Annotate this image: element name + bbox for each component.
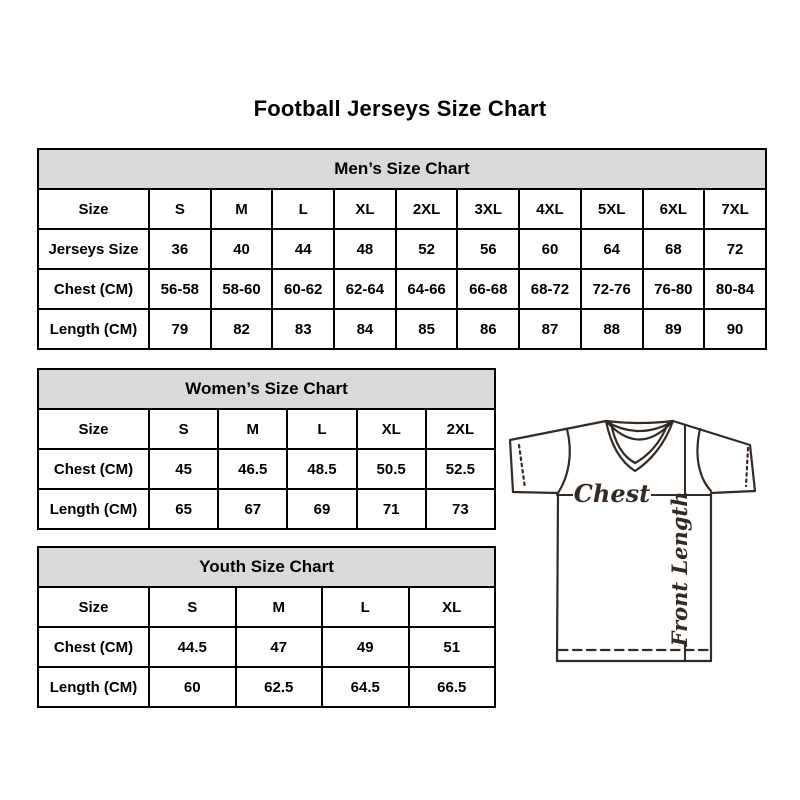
value-cell: L xyxy=(322,587,409,627)
value-cell: M xyxy=(211,189,273,229)
value-cell: 49 xyxy=(322,627,409,667)
value-cell: XL xyxy=(334,189,396,229)
value-cell: S xyxy=(149,409,218,449)
value-cell: 48 xyxy=(334,229,396,269)
value-cell: 76-80 xyxy=(643,269,705,309)
value-cell: 85 xyxy=(396,309,458,349)
chest-label: Chest xyxy=(573,479,651,508)
left-sleeve-dotted-seam xyxy=(519,445,525,488)
value-cell: M xyxy=(218,409,287,449)
right-sleeve-dotted-seam xyxy=(746,448,748,486)
value-cell: 2XL xyxy=(396,189,458,229)
value-cell: L xyxy=(287,409,356,449)
value-cell: 60 xyxy=(519,229,581,269)
table-row xyxy=(38,667,495,707)
value-cell: 90 xyxy=(704,309,766,349)
value-cell: 48.5 xyxy=(287,449,356,489)
value-cell: 62-64 xyxy=(334,269,396,309)
value-cell: XL xyxy=(357,409,426,449)
row-label-cell: Length (CM) xyxy=(38,489,149,529)
row-label-cell: Chest (CM) xyxy=(38,449,149,489)
value-cell: 80-84 xyxy=(704,269,766,309)
table-row xyxy=(38,409,495,449)
value-cell: 64-66 xyxy=(396,269,458,309)
value-cell: 51 xyxy=(409,627,496,667)
table-row xyxy=(38,587,495,627)
value-cell: 52.5 xyxy=(426,449,495,489)
value-cell: 50.5 xyxy=(357,449,426,489)
value-cell: 86 xyxy=(457,309,519,349)
table-row xyxy=(38,309,766,349)
value-cell: 68 xyxy=(643,229,705,269)
jersey-right-armhole-seam xyxy=(697,429,711,491)
value-cell: XL xyxy=(409,587,496,627)
row-label-cell: Length (CM) xyxy=(38,667,149,707)
value-cell: 44.5 xyxy=(149,627,236,667)
table-title: Women’s Size Chart xyxy=(38,369,495,409)
jersey-neck-back-line xyxy=(606,421,673,423)
value-cell: 36 xyxy=(149,229,211,269)
value-cell: 62.5 xyxy=(236,667,323,707)
value-cell: 84 xyxy=(334,309,396,349)
value-cell: 46.5 xyxy=(218,449,287,489)
value-cell: 52 xyxy=(396,229,458,269)
value-cell: 3XL xyxy=(457,189,519,229)
value-cell: 88 xyxy=(581,309,643,349)
value-cell: 89 xyxy=(643,309,705,349)
value-cell: 66-68 xyxy=(457,269,519,309)
value-cell: 64 xyxy=(581,229,643,269)
value-cell: 87 xyxy=(519,309,581,349)
table-row xyxy=(38,189,766,229)
table-row xyxy=(38,489,495,529)
value-cell: 71 xyxy=(357,489,426,529)
value-cell: M xyxy=(236,587,323,627)
value-cell: 7XL xyxy=(704,189,766,229)
value-cell: 60 xyxy=(149,667,236,707)
table-header-row xyxy=(38,149,766,189)
value-cell: 72-76 xyxy=(581,269,643,309)
jersey-left-armhole-seam xyxy=(558,429,570,493)
value-cell: 60-62 xyxy=(272,269,334,309)
row-label-cell: Size xyxy=(38,587,149,627)
value-cell: 58-60 xyxy=(211,269,273,309)
value-cell: 73 xyxy=(426,489,495,529)
table-row xyxy=(38,627,495,667)
jersey-outline xyxy=(510,421,755,661)
value-cell: 47 xyxy=(236,627,323,667)
value-cell: 56 xyxy=(457,229,519,269)
row-label-cell: Size xyxy=(38,409,149,449)
value-cell: 2XL xyxy=(426,409,495,449)
table-header-row xyxy=(38,369,495,409)
row-label-cell: Jerseys Size xyxy=(38,229,149,269)
youth-size-table xyxy=(37,546,496,708)
value-cell: L xyxy=(272,189,334,229)
value-cell: 83 xyxy=(272,309,334,349)
value-cell: 64.5 xyxy=(322,667,409,707)
value-cell: 56-58 xyxy=(149,269,211,309)
value-cell: 72 xyxy=(704,229,766,269)
womens-size-table xyxy=(37,368,496,530)
jersey-vneck-outer xyxy=(606,421,673,471)
value-cell: 79 xyxy=(149,309,211,349)
value-cell: 69 xyxy=(287,489,356,529)
table-row xyxy=(38,269,766,309)
value-cell: 66.5 xyxy=(409,667,496,707)
table-title: Youth Size Chart xyxy=(38,547,495,587)
value-cell: 67 xyxy=(218,489,287,529)
value-cell: S xyxy=(149,587,236,627)
row-label-cell: Length (CM) xyxy=(38,309,149,349)
value-cell: 44 xyxy=(272,229,334,269)
value-cell: 68-72 xyxy=(519,269,581,309)
row-label-cell: Chest (CM) xyxy=(38,269,149,309)
value-cell: 65 xyxy=(149,489,218,529)
value-cell: 82 xyxy=(211,309,273,349)
value-cell: 5XL xyxy=(581,189,643,229)
mens-size-table xyxy=(37,148,767,350)
front-length-label: Front Length xyxy=(667,491,692,647)
table-row xyxy=(38,449,495,489)
row-label-cell: Size xyxy=(38,189,149,229)
table-row xyxy=(38,229,766,269)
value-cell: 40 xyxy=(211,229,273,269)
value-cell: S xyxy=(149,189,211,229)
value-cell: 45 xyxy=(149,449,218,489)
page-title: Football Jerseys Size Chart xyxy=(253,96,547,121)
row-label-cell: Chest (CM) xyxy=(38,627,149,667)
jersey-diagram xyxy=(503,398,775,670)
value-cell: 6XL xyxy=(643,189,705,229)
table-header-row xyxy=(38,547,495,587)
value-cell: 4XL xyxy=(519,189,581,229)
table-title: Men’s Size Chart xyxy=(38,149,766,189)
